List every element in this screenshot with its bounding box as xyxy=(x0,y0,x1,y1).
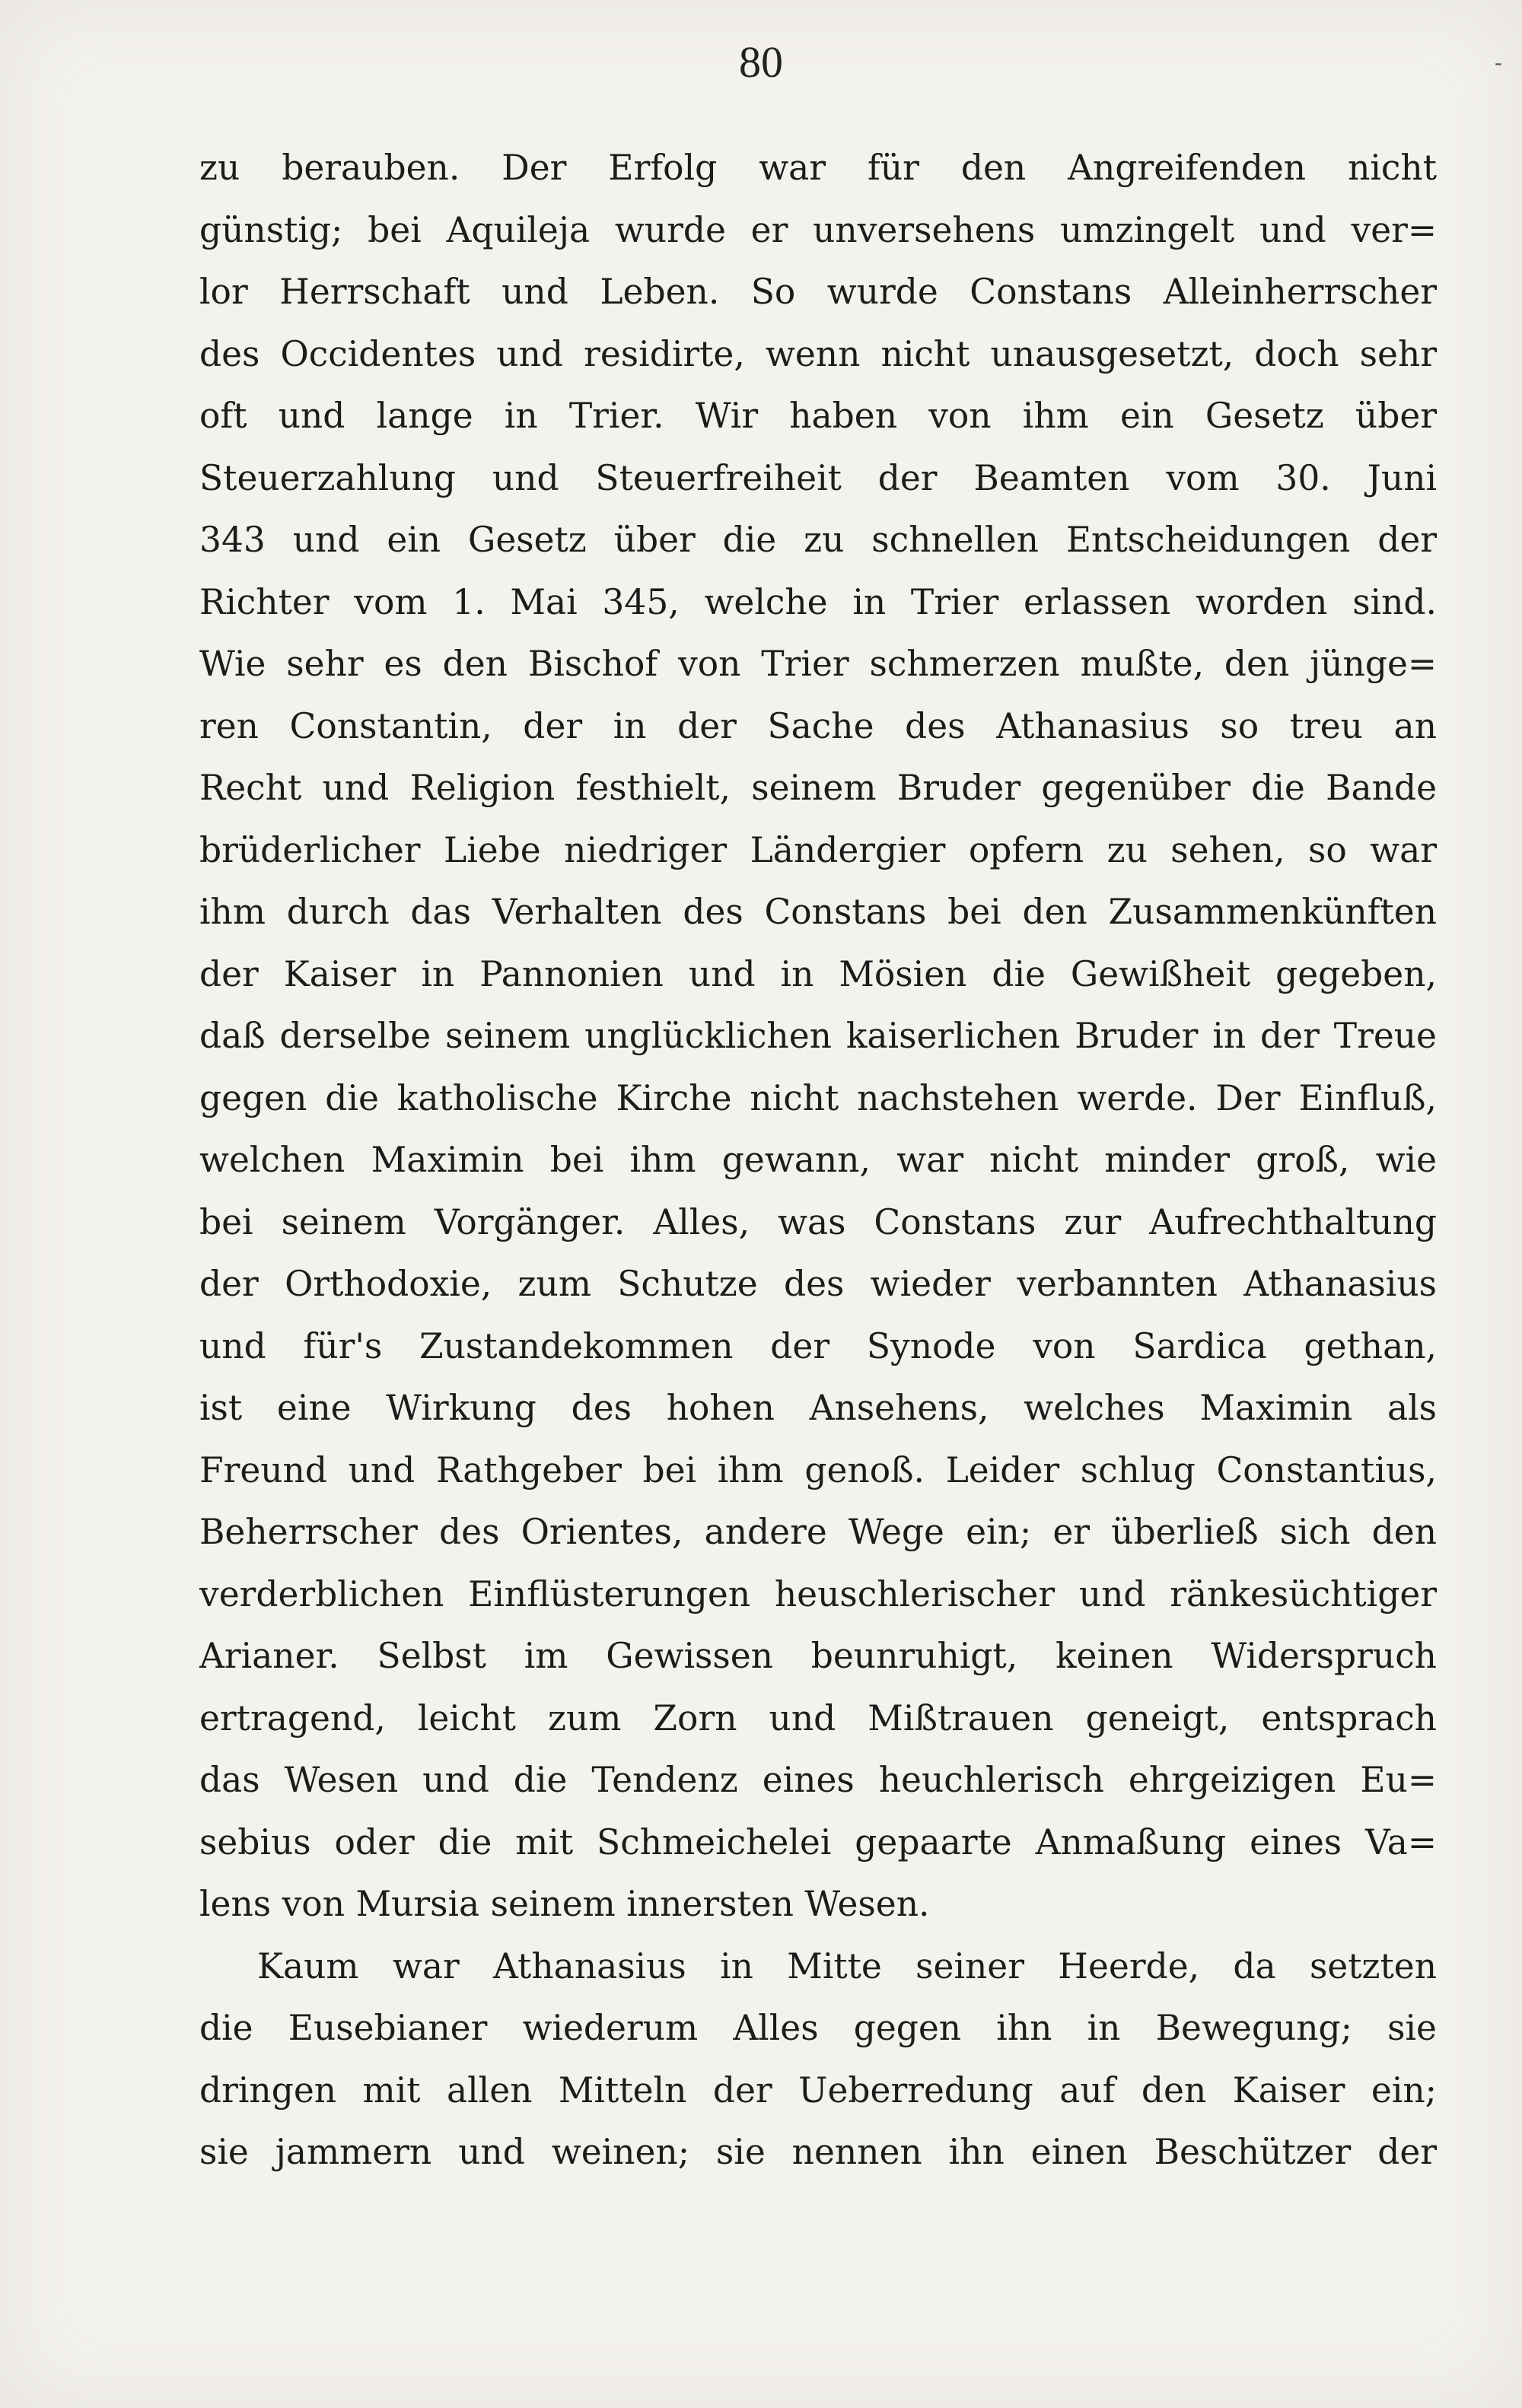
text-line: Arianer. Selbst im Gewissen beunruhigt, keinen Widerspruch xyxy=(199,1636,1437,1676)
text-line: daß derselbe seinem unglücklichen kaiserlichen Bruder in der Treue xyxy=(199,1016,1437,1056)
text-line: ertragend, leicht zum Zorn und Mißtrauen geneigt, entsprach xyxy=(199,1697,1437,1738)
text-line: sebius oder die mit Schmeichelei gepaarte Anmaßung eines Va= xyxy=(199,1821,1437,1862)
text-line: der Kaiser in Pannonien und in Mösien die Gewißheit gegeben, xyxy=(199,953,1437,994)
text-line: das Wesen und die Tendenz eines heuchlerisch ehrgeizigen Eu= xyxy=(199,1760,1437,1800)
text-line: Kaum war Athanasius in Mitte seiner Heerde, da setzten xyxy=(257,1945,1437,1987)
text-line: und für's Zustandekommen der Synode von Sardica gethan, xyxy=(199,1325,1437,1366)
text-line: dringen mit allen Mitteln der Ueberredung auf den Kaiser ein; xyxy=(199,2069,1437,2111)
text-line: verderblichen Einflüsterungen heuschlerischer und ränkesüchtiger xyxy=(199,1573,1437,1614)
page-number: 80 xyxy=(739,37,783,87)
text-line: günstig; bei Aquileja wurde er unversehens umzingelt und ver= xyxy=(199,209,1437,250)
text-line: lens von Mursia seinem innersten Wesen. xyxy=(199,1884,930,1924)
text-line: des Occidentes und residirte, wenn nicht unausgesetzt, doch sehr xyxy=(199,333,1437,374)
text-line: brüderlicher Liebe niedriger Ländergier opfern zu sehen, so war xyxy=(199,829,1437,870)
text-line: welchen Maximin bei ihm gewann, war nicht minder groß, wie xyxy=(199,1140,1437,1180)
text-line: Recht und Religion festhielt, seinem Bruder gegenüber die Bande xyxy=(199,768,1437,808)
text-line: lor Herrschaft und Leben. So wurde Constans Alleinherrscher xyxy=(199,272,1437,312)
text-line: sie jammern und weinen; sie nennen ihn einen Beschützer der xyxy=(199,2132,1437,2172)
text-line: oft und lange in Trier. Wir haben von ihm ein Gesetz über xyxy=(199,396,1437,436)
body-text xyxy=(199,137,1437,2184)
text-line: der Orthodoxie, zum Schutze des wieder verbannten Athanasius xyxy=(199,1264,1437,1304)
text-line: Steuerzahlung und Steuerfreiheit der Beamten vom 30. Juni xyxy=(199,457,1437,498)
edge-mark: - xyxy=(1494,50,1502,75)
text-line: Freund und Rathgeber bei ihm genoß. Leider schlug Constantius, xyxy=(199,1449,1437,1490)
text-line: Richter vom 1. Mai 345, welche in Trier erlassen worden sind. xyxy=(199,581,1437,622)
text-line: ihm durch das Verhalten des Constans bei den Zusammenkünften xyxy=(199,892,1437,932)
text-line: Beherrscher des Orientes, andere Wege ein; er überließ sich den xyxy=(199,1512,1437,1552)
text-line: die Eusebianer wiederum Alles gegen ihn in Bewegung; sie xyxy=(199,2008,1437,2048)
text-line: zu berauben. Der Erfolg war für den Angreifenden nicht xyxy=(199,148,1437,188)
text-line: gegen die katholische Kirche nicht nachstehen werde. Der Einfluß, xyxy=(199,1077,1437,1118)
text-line: ist eine Wirkung des hohen Ansehens, welches Maximin als xyxy=(199,1388,1437,1428)
text-line: bei seinem Vorgänger. Alles, was Constans zur Aufrechthaltung xyxy=(199,1201,1437,1242)
text-line: 343 und ein Gesetz über die zu schnellen Entscheidungen der xyxy=(199,520,1437,560)
text-line: Wie sehr es den Bischof von Trier schmerzen mußte, den jünge= xyxy=(199,644,1437,684)
text-line: ren Constantin, der in der Sache des Athanasius so treu an xyxy=(199,705,1437,746)
